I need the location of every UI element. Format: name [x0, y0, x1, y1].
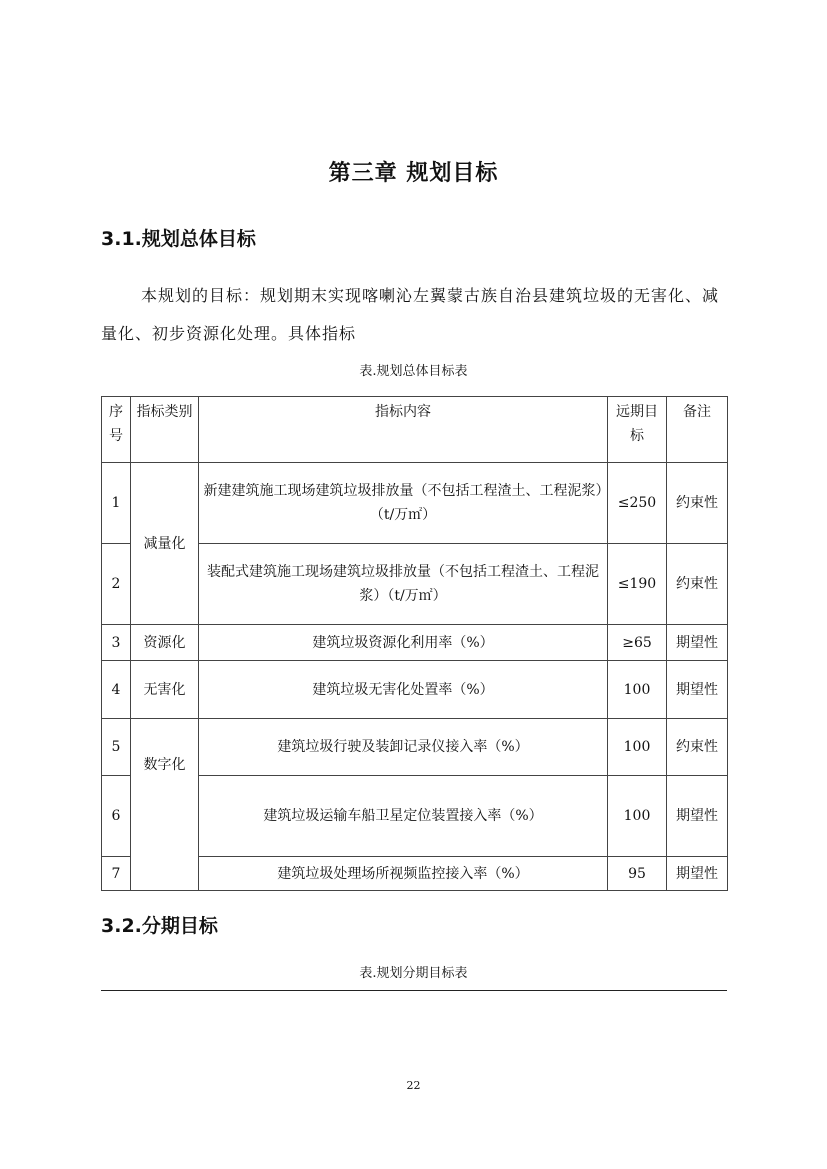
target-cell: ≤250 — [608, 463, 667, 544]
table-row — [102, 625, 728, 661]
note-cell: 约束性 — [667, 719, 728, 776]
table-caption-overall-targets: 表.规划总体目标表 — [359, 364, 468, 379]
target-cell: 100 — [608, 661, 667, 719]
row-number: 1 — [102, 463, 131, 544]
table-header-row — [102, 397, 728, 463]
note-cell: 期望性 — [667, 625, 728, 661]
table-caption-phased-targets: 表.规划分期目标表 — [359, 966, 468, 981]
body-paragraph: 本规划的目标：规划期末实现喀喇沁左翼蒙古族自治县建筑垃圾的无害化、减量化、初步资源化处理。具体指标 — [101, 286, 720, 343]
header-category: 指标类别 — [131, 397, 199, 463]
target-cell: 100 — [608, 719, 667, 776]
overall-targets-table — [101, 396, 728, 891]
note-cell: 期望性 — [667, 661, 728, 719]
chapter-title: 第三章 规划目标 — [328, 161, 499, 186]
table-row — [102, 661, 728, 719]
target-cell: 95 — [608, 857, 667, 891]
content-cell: 新建建筑施工现场建筑垃圾排放量（不包括工程渣土、工程泥浆）（t/万㎡） — [199, 463, 608, 544]
target-cell: 100 — [608, 776, 667, 857]
category-cell: 减量化 — [131, 463, 199, 625]
row-number: 2 — [102, 544, 131, 625]
content-cell: 建筑垃圾运输车船卫星定位装置接入率（%） — [199, 776, 608, 857]
section-heading-3-2: 3.2.分期目标 — [101, 915, 218, 937]
category-cell: 数字化 — [131, 719, 199, 891]
note-cell: 期望性 — [667, 776, 728, 857]
table-row — [102, 719, 728, 776]
content-cell: 建筑垃圾行驶及装卸记录仪接入率（%） — [199, 719, 608, 776]
row-number: 3 — [102, 625, 131, 661]
section-heading-3-1: 3.1.规划总体目标 — [101, 228, 256, 250]
category-cell: 无害化 — [131, 661, 199, 719]
row-number: 5 — [102, 719, 131, 776]
target-cell: ≥65 — [608, 625, 667, 661]
content-cell: 建筑垃圾资源化利用率（%） — [199, 625, 608, 661]
note-cell: 约束性 — [667, 544, 728, 625]
row-number: 6 — [102, 776, 131, 857]
target-cell: ≤190 — [608, 544, 667, 625]
header-target: 远期目标 — [608, 397, 667, 463]
header-content: 指标内容 — [199, 397, 608, 463]
header-no: 序号 — [102, 397, 131, 463]
row-number: 4 — [102, 661, 131, 719]
table-row — [102, 463, 728, 544]
row-number: 7 — [102, 857, 131, 891]
content-cell: 建筑垃圾处理场所视频监控接入率（%） — [199, 857, 608, 891]
table-top-rule — [101, 990, 727, 991]
content-cell: 装配式建筑施工现场建筑垃圾排放量（不包括工程渣土、工程泥浆）（t/万㎡） — [199, 544, 608, 625]
header-note: 备注 — [667, 397, 728, 463]
note-cell: 约束性 — [667, 463, 728, 544]
category-cell: 资源化 — [131, 625, 199, 661]
page-number: 22 — [406, 1079, 421, 1092]
note-cell: 期望性 — [667, 857, 728, 891]
content-cell: 建筑垃圾无害化处置率（%） — [199, 661, 608, 719]
